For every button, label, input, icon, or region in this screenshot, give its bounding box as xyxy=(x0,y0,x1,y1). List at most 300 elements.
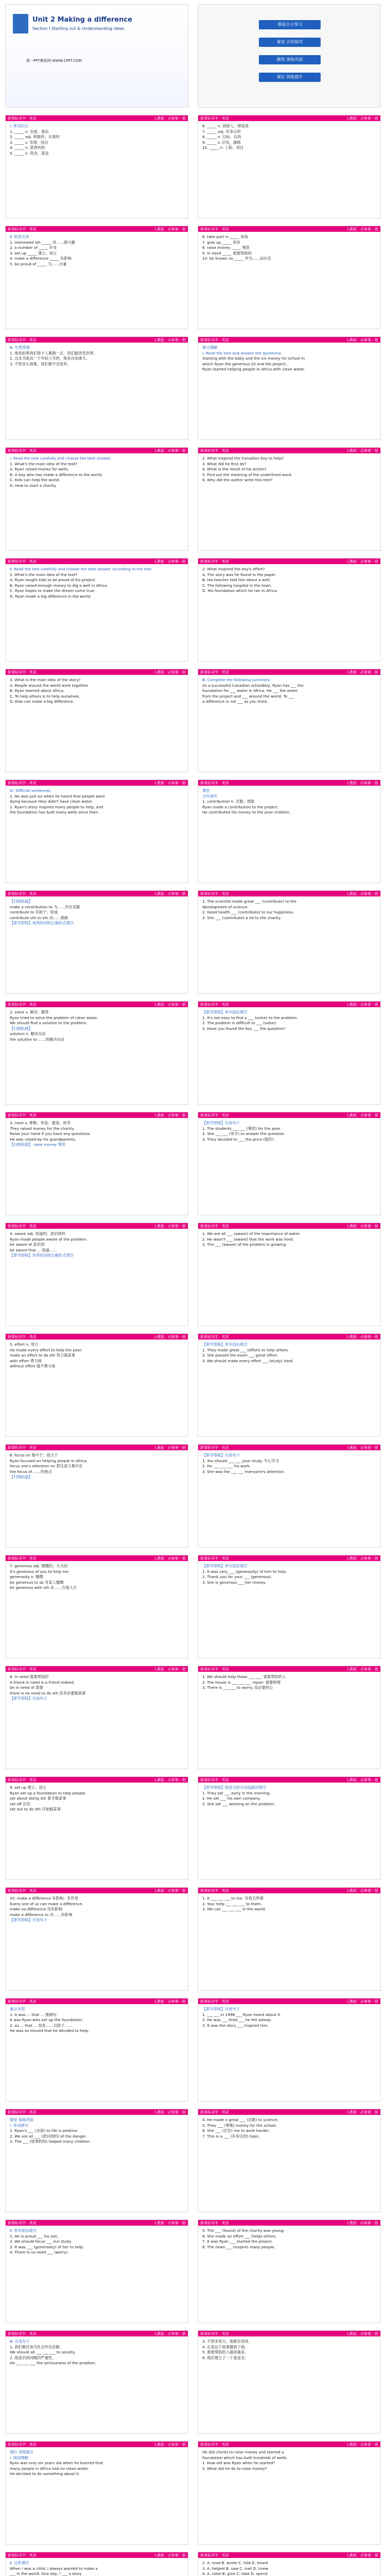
slide-text-line: He was so moved that he decided to help. xyxy=(10,2028,90,2033)
slide-text-line: 10. make a difference 有影响；有作用 xyxy=(10,1896,79,1901)
slide-text-line: 【即学即练】单句语法填空 xyxy=(202,1010,248,1014)
slide-text-line: 1. What's the main idea of the text? xyxy=(10,572,78,577)
header-right-text: 人教版 · 必修第一册 xyxy=(153,1003,186,1007)
content-slide[interactable] xyxy=(198,1223,381,1326)
header-left-text: 新课标导学 · 英语 xyxy=(8,1889,37,1893)
slide-text-line: 2. Thank you for your ___ (generous). xyxy=(202,1574,273,1579)
header-right-text: 人教版 · 必修第一册 xyxy=(346,892,378,896)
slide-text-line: A. Ryan taught kids to be proud of his project. xyxy=(10,578,96,582)
content-slide[interactable] xyxy=(5,1555,188,1658)
slide-text-line: He contributed his money to the poor children. xyxy=(202,810,291,815)
header-left-text: 新课标导学 · 英语 xyxy=(8,2553,37,2557)
slide-text-line: Ⅲ. Complete the following summary. xyxy=(202,677,271,682)
slide-text-line: 2. The house is ___ ___ ___ repair. 需要修理 xyxy=(202,1680,281,1685)
slide-text-line: foundation which has built hundreds of wells. xyxy=(202,2455,288,2460)
header-right-text: 人教版 · 必修第一册 xyxy=(346,2443,378,2447)
header-right-text: 人教版 · 必修第一册 xyxy=(346,670,378,674)
slide-text-line: 2. She ___ ___ (举手) to answer the question. xyxy=(202,1131,285,1136)
slide-text-line: D. Kids can make a big difference. xyxy=(10,699,74,704)
content-slide[interactable] xyxy=(5,1112,188,1215)
slide-text-line: Ⅳ. Difficult sentences xyxy=(10,788,51,793)
slide-text-line: 2. The problem is difficult to ___ (solve). xyxy=(202,1021,277,1025)
slide-body xyxy=(202,234,376,326)
slide-body xyxy=(10,456,184,547)
slide-text-line: focus one's attention on 把注意力集中在 xyxy=(10,1464,83,1468)
slide-text-line: Ryan started helping people in Africa with clean water. xyxy=(202,367,305,371)
content-slide[interactable] xyxy=(5,2109,188,2212)
menu-item-explore[interactable]: 课堂 合作探究 xyxy=(259,38,321,47)
slide-text-line: 【归纳拓展】 xyxy=(10,1026,32,1031)
slide-text-line: the solution to ……的解决办法 xyxy=(10,1037,65,1042)
slide-text-line: 2. solve v. 解决；解答 xyxy=(10,1010,49,1014)
slide-header-bar xyxy=(198,337,380,343)
slide-text-line: 3. A. helped B. saw C. met D. knew xyxy=(202,2566,269,2571)
slide-text-line: 8. raise money _____ 筹款 xyxy=(202,245,250,250)
slide-text-line: B. His teacher told him about a well. xyxy=(202,578,271,582)
slide-header-bar xyxy=(6,1888,188,1893)
slide-text-line: 6. She made an effort ___ (help) others. xyxy=(202,2233,277,2239)
header-right-text: 人教版 · 必修第一册 xyxy=(346,560,378,564)
slide-text-line: many people in Africa had no clean water. xyxy=(10,2466,89,2471)
slide-text-line: 【归纳拓展】 xyxy=(10,899,32,904)
slide-body xyxy=(202,788,376,879)
header-left-text: 新课标导学 · 英语 xyxy=(200,1003,229,1007)
header-right-text: 人教版 · 必修第一册 xyxy=(346,1999,378,2004)
header-right-text: 人教版 · 必修第一册 xyxy=(346,1113,378,1117)
slide-text-line: 1. We should help those ___ ___. 需要帮助的人 xyxy=(202,1674,286,1679)
slide-text-line: 【即学即练】完成句子 xyxy=(202,1121,240,1125)
content-slide[interactable] xyxy=(198,2552,381,2576)
content-slide[interactable] xyxy=(5,447,188,551)
slide-header-bar xyxy=(6,558,188,564)
header-right-text: 人教版 · 必修第一册 xyxy=(153,338,186,342)
header-left-text: 新课标导学 · 英语 xyxy=(200,1446,229,1450)
slide-body xyxy=(10,1896,184,1987)
slide-text-line: 5. 需要帮助的人越来越多。 xyxy=(202,2350,249,2354)
slide-text-line: which Ryan the generous 10 and the project... xyxy=(202,361,289,366)
content-slide[interactable] xyxy=(198,226,381,329)
slide-header-bar xyxy=(6,226,188,232)
slide-header-bar xyxy=(6,1998,188,2004)
slide-text-line: Ⅱ. 完形填空 xyxy=(10,2561,29,2565)
slide-text-line: 【即学即练】完成句子 xyxy=(10,1696,47,1701)
header-left-text: 新课标导学 · 英语 xyxy=(8,1113,37,1117)
slide-text-line: 6. Why did the author write this text? xyxy=(202,478,273,482)
slide-text-line: He was raised by his grandparents. xyxy=(10,1137,77,1142)
slide-header-bar xyxy=(6,1445,188,1450)
slide-body xyxy=(10,788,184,879)
slide-body xyxy=(202,2339,376,2430)
content-slide[interactable] xyxy=(5,558,188,662)
slide-text-line: 7. This is a ___ (有争议的) topic. xyxy=(202,2133,260,2139)
slide-text-line: generosity n. 慷慨 xyxy=(10,1574,43,1579)
content-slide[interactable] xyxy=(198,1555,381,1658)
slide-body xyxy=(202,677,376,769)
slide-text-line: 3. set up _____ 建立；创立 xyxy=(10,250,57,256)
slide-text-line: 3. We can ___ ___ ___ in the world. xyxy=(202,1907,266,1911)
slide-text-line: 1. He is proud ___ his son. xyxy=(10,2233,59,2239)
content-slide[interactable] xyxy=(5,1223,188,1326)
header-right-text: 人教版 · 必修第一册 xyxy=(153,2332,186,2336)
slide-text-line: 1. The students ___ ___ (筹款) for the poor. xyxy=(202,1126,282,1131)
header-left-text: 新课标导学 · 英语 xyxy=(8,2443,37,2447)
slide-text-line: D. How to start a charity. xyxy=(10,483,57,488)
slide-text-line: 【即学即练】完成句子 xyxy=(202,1453,240,1458)
content-slide[interactable] xyxy=(198,447,381,551)
header-left-text: 新课标导学 · 英语 xyxy=(200,1667,229,1671)
slide-text-line: from the project and ___ around the world. To ___ xyxy=(202,693,294,699)
header-left-text: 新课标导学 · 英语 xyxy=(200,2553,229,2557)
slide-header-bar xyxy=(6,2220,188,2226)
slide-text-line: 2. a number of _____ 许多 xyxy=(10,245,57,250)
header-right-text: 人教版 · 必修第一册 xyxy=(153,2443,186,2447)
slide-text-line: 10. be known as _____ 作为……而出名 xyxy=(202,256,271,261)
slide-text-line: make a contribution to 为……作出贡献 xyxy=(10,904,80,909)
header-left-text: 新课标导学 · 英语 xyxy=(200,560,229,564)
slide-text-line: 4. What is the result of his action? xyxy=(202,467,267,471)
slide-body xyxy=(10,1231,184,1323)
content-slide[interactable] xyxy=(5,669,188,772)
header-right-text: 人教版 · 必修第一册 xyxy=(346,116,378,121)
header-left-text: 新课标导学 · 英语 xyxy=(200,227,229,231)
slide-body xyxy=(202,1121,376,1212)
header-right-text: 人教版 · 必修第一册 xyxy=(346,1667,378,1671)
slide-text-line: 3. They decided to ___ the price (提价). xyxy=(202,1137,275,1142)
slide-text-line: set about doing sth 着手做某事 xyxy=(10,1796,66,1801)
slide-header-bar xyxy=(6,669,188,675)
content-slide[interactable] xyxy=(198,558,381,662)
slide-text-line: 8. The news ___ (inspire) many people. xyxy=(202,2244,275,2249)
header-left-text: 新课标导学 · 英语 xyxy=(8,227,37,231)
slide-text-line: 4. He made a great ___ (贡献) to science. xyxy=(202,2117,279,2122)
slide-body xyxy=(202,124,376,215)
slide-text-line: 5. be proud of _____ 为……自豪 xyxy=(10,261,67,266)
content-slide[interactable] xyxy=(198,115,381,218)
slide-text-line: 1. It was very ___ (generosity) of him to help. xyxy=(202,1569,287,1574)
slide-text-line: foundation for ___ water in Africa. He ___ the water xyxy=(202,688,298,693)
header-right-text: 人教版 · 必修第一册 xyxy=(346,2553,378,2557)
slide-text-line: 2. so ... that ... 如此……以致于…… xyxy=(10,2023,73,2028)
slide-body xyxy=(10,899,184,990)
slide-text-line: It's generous of you to help me. xyxy=(10,1569,70,1574)
slide-text-line: 3. What did he first do? xyxy=(202,461,247,466)
header-left-text: 新课标导学 · 英语 xyxy=(8,1224,37,1228)
header-left-text: 新课标导学 · 英语 xyxy=(8,1446,37,1450)
slide-text-line: be generous with sth 在……方面大方 xyxy=(10,1585,77,1590)
slide-text-line: Ryan made people aware of the problem. xyxy=(10,1236,88,1242)
header-right-text: 人教版 · 必修第一册 xyxy=(153,2553,186,2557)
content-slide[interactable] xyxy=(198,2330,381,2434)
slide-header-bar xyxy=(198,2442,380,2447)
slide-header-bar xyxy=(6,337,188,343)
slide-text-line: 2. Good health ___ (contribute) to our happiness. xyxy=(202,910,294,914)
slide-text-line: C. Ryan hopes to make the dream come true. xyxy=(10,588,96,593)
slide-text-line: 5. _____ n. 资金，基金 xyxy=(10,150,49,156)
slide-text-line: A. The story was he found in the paper. xyxy=(202,572,276,577)
slide-text-line: 5. They ___ (筹集) money for the school. xyxy=(202,2123,277,2128)
section-title: Section Ⅰ Starting out & Understanding ideas xyxy=(32,26,125,31)
slide-text-line: Ryan was only six years old when he learned that xyxy=(10,2461,103,2465)
slide-text-line: be generous to sb 对某人慷慨 xyxy=(10,1580,64,1585)
header-left-text: 新课标导学 · 英语 xyxy=(200,116,229,121)
content-slide[interactable] xyxy=(198,1112,381,1215)
slide-header-bar xyxy=(6,2552,188,2558)
menu-item-practice[interactable]: 随堂 演练巩固 xyxy=(259,55,321,64)
slide-text-line: 3. 不管多么困难，我们都不会放弃。 xyxy=(10,361,71,366)
content-slide[interactable] xyxy=(198,669,381,772)
content-slide[interactable] xyxy=(5,115,188,218)
slide-text-line: 8. in need 需要帮助的 xyxy=(10,1674,49,1679)
slide-body xyxy=(202,1231,376,1323)
header-left-text: 新课标导学 · 英语 xyxy=(200,2332,229,2336)
slide-header-bar xyxy=(6,1666,188,1672)
slide-header-bar xyxy=(198,1112,380,1118)
slide-text-line: 2. He was ___ tired ___ he fell asleep. xyxy=(202,2018,272,2022)
slide-body xyxy=(10,234,184,326)
slide-text-line: 1. They made great ___ (effort) to help others. xyxy=(202,1347,289,1352)
slide-header-bar xyxy=(198,1223,380,1229)
content-slide[interactable] xyxy=(198,1887,381,1991)
cover-slide[interactable] xyxy=(5,4,188,108)
content-slide[interactable] xyxy=(5,2441,188,2545)
slide-text-line: 2. He set ___ his own company. xyxy=(202,1796,261,1801)
slide-text-line: Ryan made a contribution to the project. xyxy=(202,804,279,809)
content-slide[interactable] xyxy=(5,2219,188,2323)
slide-body xyxy=(10,1121,184,1212)
content-slide[interactable] xyxy=(198,1001,381,1105)
slide-text-line: 3. It was the story ___ inspired him. xyxy=(202,2023,269,2028)
slide-text-line: 2. He wasn't ___ (aware) that the work was hard. xyxy=(202,1236,294,1242)
header-right-text: 人教版 · 必修第一册 xyxy=(346,1003,378,1007)
content-slide[interactable] xyxy=(198,1998,381,2102)
header-right-text: 人教版 · 必修第一册 xyxy=(153,116,186,121)
slide-text-line: set out to do sth 开始做某事 xyxy=(10,1807,61,1811)
slide-text-line: without effort 毫不费力地 xyxy=(10,1364,56,1368)
slide-header-bar xyxy=(6,115,188,121)
slide-text-line: 课堂 xyxy=(202,788,210,793)
header-right-text: 人教版 · 必修第一册 xyxy=(153,892,186,896)
menu-item-preview[interactable]: 课前自主预习 xyxy=(259,20,321,29)
slide-text-line: Ryan tried to solve the problem of clean water. xyxy=(10,1015,98,1020)
slide-text-line: 2. She passed the exam ___ great effort. xyxy=(202,1353,278,1358)
slide-body xyxy=(202,2561,376,2576)
slide-text-line: 1. How old was Ryan when he started? xyxy=(202,2461,275,2465)
slide-body xyxy=(202,567,376,658)
slide-body xyxy=(10,1785,184,1876)
header-right-text: 人教版 · 必修第一册 xyxy=(153,560,186,564)
content-slide[interactable] xyxy=(5,1887,188,1991)
slide-body xyxy=(202,1564,376,1655)
content-slide[interactable] xyxy=(198,1776,381,1880)
header-right-text: 人教版 · 必修第一册 xyxy=(153,449,186,453)
header-right-text: 人教版 · 必修第一册 xyxy=(153,1335,186,1339)
content-slide[interactable] xyxy=(5,1998,188,2102)
slide-text-line: They raised money for the charity. xyxy=(10,1126,75,1131)
slide-text-line: 6. take part in _____ 参加 xyxy=(202,234,248,239)
slide-body xyxy=(202,1674,376,1766)
content-slide[interactable] xyxy=(198,1666,381,1769)
content-slide[interactable] xyxy=(198,779,381,883)
slide-text-line: 7. generous adj. 慷慨的；大方的 xyxy=(10,1564,68,1568)
slide-text-line: C. Kids can help the world. xyxy=(10,478,60,482)
slide-text-line: 【即学即练】用所给词的正确形式填空 xyxy=(10,921,74,925)
slide-header-bar xyxy=(198,558,380,564)
slide-body xyxy=(202,345,376,436)
slide-text-line: contribute to 有助于；促成 xyxy=(10,910,58,914)
header-left-text: 新课标导学 · 英语 xyxy=(8,1003,37,1007)
content-slide[interactable] xyxy=(198,1444,381,1548)
slide-body xyxy=(202,1785,376,1876)
slide-text-line: 1. You should ___ ___ your study. 专心学习 xyxy=(202,1458,279,1463)
content-slide[interactable] xyxy=(5,1333,188,1437)
slide-text-line: dying because they didn't have clean water. xyxy=(10,799,93,804)
header-right-text: 人教版 · 必修第一册 xyxy=(346,1889,378,1893)
header-left-text: 新课标导学 · 英语 xyxy=(8,1667,37,1671)
slide-text-line: 1. The scientist made great ___ (contribute) to the xyxy=(202,899,297,904)
slide-body xyxy=(202,1896,376,1987)
slide-text-line: Ⅰ. 单词拼写 xyxy=(10,2123,28,2128)
slide-text-line: be aware that ... 知道…… xyxy=(10,1247,57,1252)
content-slide[interactable] xyxy=(5,1776,188,1880)
slide-text-line: 9. _____ v. 启发，激励 xyxy=(202,140,241,145)
slide-text-line: He ___ ___ ___ the seriousness of the problem. xyxy=(10,2361,96,2365)
content-slide[interactable] xyxy=(198,890,381,994)
slide-text-line: 7. It was Ryan ___ started the project. xyxy=(202,2239,273,2244)
header-right-text: 人教版 · 必修第一册 xyxy=(153,2221,186,2225)
slide-header-bar xyxy=(6,1223,188,1229)
slide-text-line: 1. _____ n. 态度，看法 xyxy=(10,129,49,134)
header-left-text: 新课标导学 · 英语 xyxy=(200,1778,229,1782)
slide-header-bar xyxy=(6,780,188,786)
menu-item-training[interactable]: 课后 训练提升 xyxy=(259,73,321,82)
header-right-text: 人教版 · 必修第一册 xyxy=(153,1556,186,1561)
header-left-text: 新课标导学 · 英语 xyxy=(8,892,37,896)
header-left-text: 新课标导学 · 英语 xyxy=(8,1335,37,1339)
slide-text-line: 3. She was the ___ ___ everyone's attention. xyxy=(202,1469,285,1474)
header-left-text: 新课标导学 · 英语 xyxy=(8,1556,37,1561)
slide-header-bar xyxy=(198,1666,380,1672)
slide-body xyxy=(202,456,376,547)
slide-text-line: B. Ryan raised enough money to dig a well in Africa. xyxy=(10,583,108,588)
slide-text-line: Ⅰ. 单词识记 xyxy=(10,124,28,128)
header-left-text: 新课标导学 · 英语 xyxy=(8,449,37,453)
slide-header-bar xyxy=(198,226,380,232)
content-slide[interactable] xyxy=(5,2552,188,2576)
header-left-text: 新课标导学 · 英语 xyxy=(8,670,37,674)
content-slide[interactable] xyxy=(198,1333,381,1437)
slide-text-line: 3. The ___ (aware) of the problem is growing. xyxy=(202,1242,287,1247)
slide-body xyxy=(202,1453,376,1544)
slide-text-line: 10. _____ n. 工程，项目 xyxy=(202,145,244,150)
slide-text-line: 2. _____ adj. 积极的；乐观的 xyxy=(10,134,60,139)
slide-text-line: C. To help others is to help ourselves. xyxy=(10,693,80,699)
slide-text-line: 3. 不管多努力，他都会坚持。 xyxy=(202,2339,252,2344)
slide-text-line: It was Ryan who set up the foundation. xyxy=(10,2018,83,2022)
slide-text-line: with effort 费力地 xyxy=(10,1358,42,1363)
slide-header-bar xyxy=(6,2442,188,2447)
slide-text-line: 1. It's not easy to find a ___ (solve) to the problem. xyxy=(202,1015,298,1020)
slide-body xyxy=(10,1564,184,1655)
slide-text-line: 2. What inspired the boy's effort? xyxy=(202,567,265,571)
book-icon xyxy=(13,14,28,33)
slide-header-bar xyxy=(6,1555,188,1561)
slide-text-line: Ryan set up a foundation to help people. xyxy=(10,1790,86,1795)
slide-body xyxy=(10,2450,184,2541)
header-left-text: 新课标导学 · 英语 xyxy=(200,1335,229,1339)
slide-text-line: 5. effort n. 努力 xyxy=(10,1342,39,1347)
content-slide[interactable] xyxy=(198,2109,381,2212)
menu-slide[interactable] xyxy=(198,4,381,108)
slide-text-line: 1. 他说如果我们每个人都做一点，我们能改变世界。 xyxy=(10,350,97,355)
header-left-text: 新课标导学 · 英语 xyxy=(200,670,229,674)
slide-text-line: 2. Ryan's story inspired many people to help, and xyxy=(10,804,103,809)
content-slide[interactable] xyxy=(5,779,188,883)
slide-text-line: 2. We are all ___ (意识到的) of the danger. xyxy=(10,2133,87,2139)
slide-text-line: 2. 这本书是由一个年轻人写的，他来自加拿大。 xyxy=(10,356,90,361)
slide-text-line: Ryan focused on helping people in Africa. xyxy=(10,1458,88,1463)
header-right-text: 人教版 · 必修第一册 xyxy=(346,2332,378,2336)
header-left-text: 新课标导学 · 英语 xyxy=(8,560,37,564)
header-right-text: 人教版 · 必修第一册 xyxy=(153,670,186,674)
content-slide[interactable] xyxy=(5,1444,188,1548)
header-right-text: 人教版 · 必修第一册 xyxy=(153,1667,186,1671)
slide-text-line: 3. _____ v. 发现；找出 xyxy=(10,140,48,145)
slide-text-line: 2. What did he do to raise money? xyxy=(202,2466,267,2471)
slide-body xyxy=(10,345,184,436)
slide-text-line: 6. 他们建立了一个基金会。 xyxy=(202,2355,249,2360)
header-right-text: 人教版 · 必修第一册 xyxy=(153,1778,186,1782)
slide-header-bar xyxy=(198,115,380,121)
content-slide[interactable] xyxy=(5,226,188,329)
slide-text-line: B. A boy who has made a difference to the world. xyxy=(10,472,103,477)
slide-text-line: 3. raise v. 筹集；举起；提高；抚养 xyxy=(10,1121,71,1125)
slide-body xyxy=(10,2228,184,2319)
slide-header-bar xyxy=(198,448,380,453)
slide-text-line: 3. She is generous ___ her money. xyxy=(202,1580,266,1585)
slide-text-line: A. Ryan raised money for wells. xyxy=(10,467,69,471)
content-slide[interactable] xyxy=(198,336,381,440)
content-slide[interactable] xyxy=(5,1666,188,1769)
slide-text-line: ___ in the world. One day, I ___ a story xyxy=(10,2571,82,2576)
content-slide[interactable] xyxy=(5,2330,188,2434)
slide-text-line: 【即学即练】完成句子 xyxy=(10,1918,47,1922)
slide-text-line: 2. 他意识到问题的严重性。 xyxy=(10,2355,56,2360)
slide-text-line: 课后 训练提升 xyxy=(10,2450,34,2454)
content-slide[interactable] xyxy=(5,1001,188,1105)
header-left-text: 新课标导学 · 英语 xyxy=(200,2221,229,2225)
slide-header-bar xyxy=(6,1777,188,1783)
content-slide[interactable] xyxy=(5,890,188,994)
slide-text-line: Ⅲ. 句型背诵 xyxy=(10,345,30,350)
slide-text-line: Ⅱ. 单句语法填空 xyxy=(10,2228,37,2233)
slide-header-bar xyxy=(198,891,380,896)
content-slide[interactable] xyxy=(5,336,188,440)
header-right-text: 人教版 · 必修第一册 xyxy=(346,1335,378,1339)
header-right-text: 人教版 · 必修第一册 xyxy=(153,781,186,785)
slide-text-line: 2. A. read B. wrote C. told D. heard xyxy=(202,2561,268,2565)
slide-text-line: 5. The ___ (found) of the charity was young. xyxy=(202,2228,285,2233)
slide-text-line: He made every effort to help the poor. xyxy=(10,1347,82,1352)
content-slide[interactable] xyxy=(198,2219,381,2323)
header-right-text: 人教版 · 必修第一册 xyxy=(346,1224,378,1228)
unit-title: Unit 2 Making a difference xyxy=(32,16,132,24)
slide-text-line: 1. It ___ ___ ___ to me. 对我无所谓 xyxy=(202,1896,264,1901)
slide-header-bar xyxy=(198,2552,380,2558)
header-left-text: 新课标导学 · 英语 xyxy=(200,2110,229,2114)
slide-text-line: 【即学即练】用适当的介词或副词填空 xyxy=(202,1785,267,1790)
header-left-text: 新课标导学 · 英语 xyxy=(8,338,37,342)
content-slide[interactable] xyxy=(198,2441,381,2545)
